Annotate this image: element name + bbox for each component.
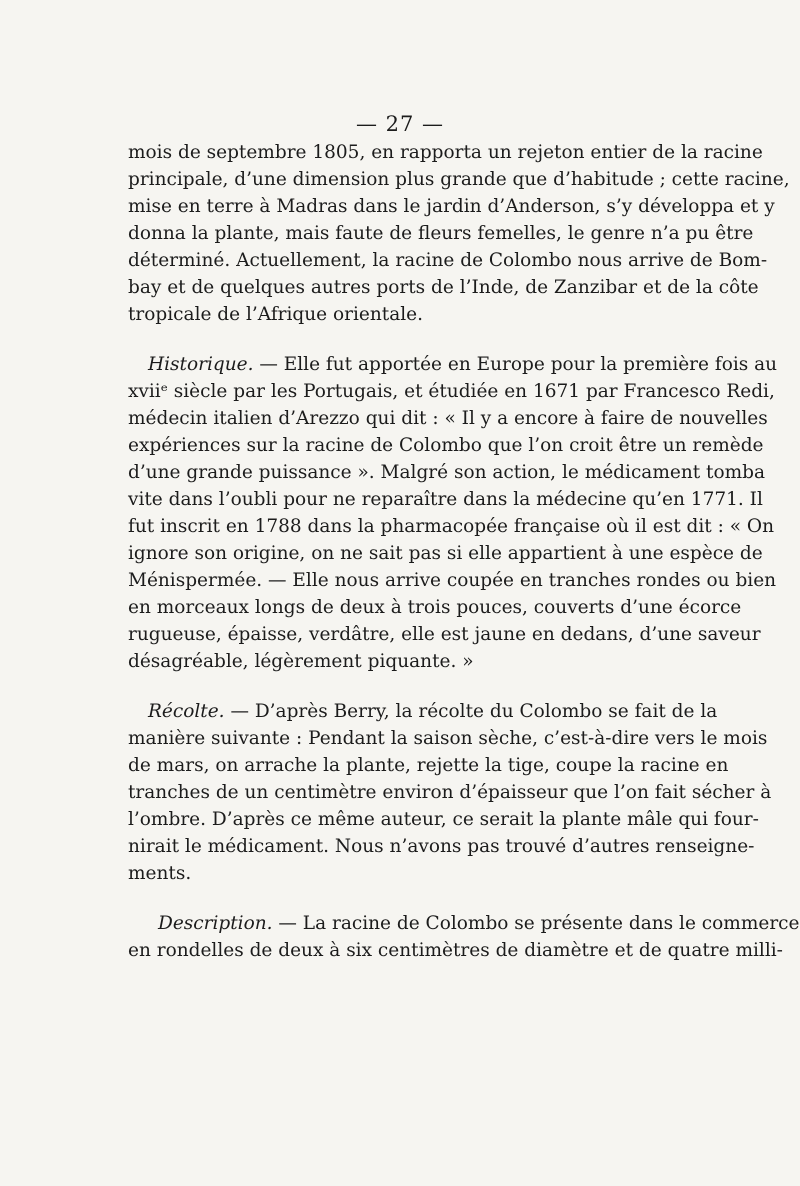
section-heading-description: Description. xyxy=(158,913,273,934)
section-heading-recolte: Récolte. xyxy=(148,701,225,722)
text-line: de mars, on arrache la plante, rejette la tige, coupe la racine en xyxy=(128,755,729,776)
text-line: xviiᵉ siècle par les Portugais, et étudiée en 1671 par Francesco Redi, xyxy=(128,381,775,402)
text-span: — Elle fut apportée en Europe pour la première fois au xyxy=(253,354,778,375)
text-line: tranches de un centimètre environ d’épaisseur que l’on fait sécher à xyxy=(128,782,772,803)
text-line: bay et de quelques autres ports de l’Inde, de Zanzibar et de la côte xyxy=(128,277,759,298)
text-line: ments. xyxy=(128,863,192,884)
text-span: — La racine de Colombo se présente dans le commerce xyxy=(272,913,800,934)
text-line: fut inscrit en 1788 dans la pharmacopée française où il est dit : « On xyxy=(128,516,774,537)
text-span: — D’après Berry, la récolte du Colombo se fait de la xyxy=(224,701,718,722)
text-line: médecin italien d’Arezzo qui dit : « Il y a encore à faire de nouvelles xyxy=(128,408,768,429)
text-line: ignore son origine, on ne sait pas si elle appartient à une espèce de xyxy=(128,543,763,564)
text-line: donna la plante, mais faute de fleurs femelles, le genre n’a pu être xyxy=(128,223,754,244)
text-line: expériences sur la racine de Colombo que l’on croit être un remède xyxy=(128,435,764,456)
text-line: mise en terre à Madras dans le jardin d’Anderson, s’y développa et y xyxy=(128,196,775,217)
section-heading-historique: Historique. xyxy=(148,354,254,375)
text-line: déterminé. Actuellement, la racine de Colombo nous arrive de Bom- xyxy=(128,250,768,271)
text-line xyxy=(158,911,800,937)
text-line xyxy=(148,699,718,725)
page-number: — 27 — xyxy=(355,112,445,136)
text-line xyxy=(148,352,778,378)
text-line: désagréable, légèrement piquante. » xyxy=(128,651,474,672)
text-line: vite dans l’oubli pour ne reparaître dans la médecine qu’en 1771. Il xyxy=(128,489,763,510)
text-line: d’une grande puissance ». Malgré son action, le médicament tomba xyxy=(128,462,766,483)
text-line: mois de septembre 1805, en rapporta un rejeton entier de la racine xyxy=(128,142,763,163)
text-line: en morceaux longs de deux à trois pouces, couverts d’une écorce xyxy=(128,597,742,618)
text-line: principale, d’une dimension plus grande que d’habitude ; cette racine, xyxy=(128,169,790,190)
text-line: l’ombre. D’après ce même auteur, ce serait la plante mâle qui four- xyxy=(128,809,759,830)
text-line: rugueuse, épaisse, verdâtre, elle est jaune en dedans, d’une saveur xyxy=(128,624,761,645)
text-line: nirait le médicament. Nous n’avons pas trouvé d’autres renseigne- xyxy=(128,836,755,857)
text-line: manière suivante : Pendant la saison sèche, c’est-à-dire vers le mois xyxy=(128,728,768,749)
text-line: Ménispermée. — Elle nous arrive coupée en tranches rondes ou bien xyxy=(128,570,777,591)
text-line: en rondelles de deux à six centimètres de diamètre et de quatre milli- xyxy=(128,940,783,961)
text-line: tropicale de l’Afrique orientale. xyxy=(128,304,423,325)
